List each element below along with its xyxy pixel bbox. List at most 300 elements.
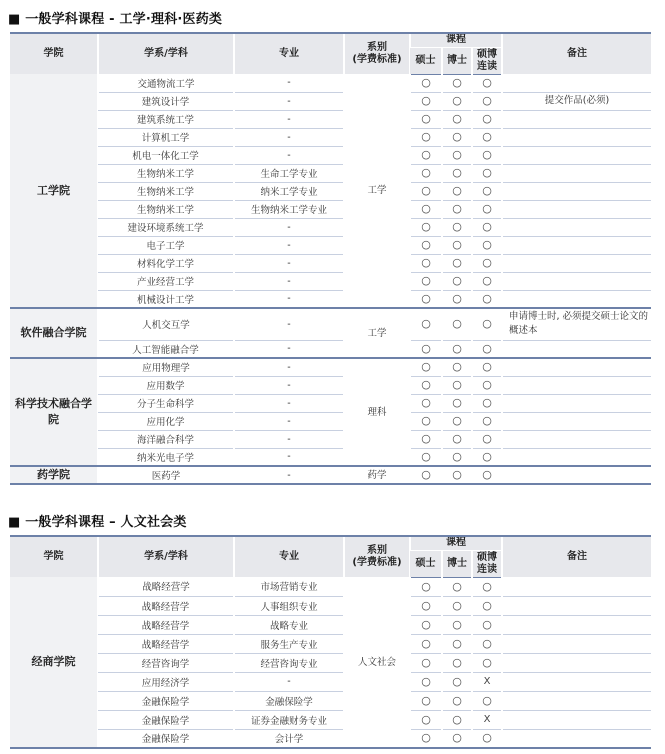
- table-row: [10, 308, 651, 340]
- category-cell: 理科: [344, 358, 410, 466]
- note-cell: [502, 128, 651, 146]
- table-row: [10, 376, 651, 394]
- phd-mark-cell: [442, 634, 472, 653]
- table-row: [10, 710, 651, 729]
- combined-mark: ○: [482, 468, 492, 481]
- master-mark-cell: [410, 466, 442, 484]
- major-cell: 金融保险学: [234, 691, 344, 710]
- combined-mark: ○: [482, 317, 492, 331]
- phd-mark: ○: [452, 360, 462, 374]
- master-mark-cell: [410, 340, 442, 358]
- major-cell: 市场营销专业: [234, 577, 344, 596]
- master-mark: ○: [421, 468, 431, 481]
- master-mark-cell: [410, 110, 442, 128]
- category-cell: 工学: [344, 308, 410, 358]
- master-mark: ○: [421, 617, 431, 631]
- table-row: [10, 254, 651, 272]
- dept-cell: 机电一体化工学: [98, 146, 234, 164]
- header-dept: 学系/学科: [98, 33, 234, 74]
- master-mark: ○: [421, 220, 431, 233]
- master-mark: ○: [421, 414, 431, 427]
- header-note: 备注: [502, 33, 651, 74]
- table-row: [10, 128, 651, 146]
- table-row: [10, 146, 651, 164]
- header-course: 课程: [410, 33, 502, 47]
- combined-mark-cell: [472, 110, 502, 128]
- note-cell: [502, 182, 651, 200]
- phd-mark: ○: [452, 617, 462, 631]
- master-mark-cell: [410, 218, 442, 236]
- combined-mark-cell: [472, 218, 502, 236]
- major-cell: -: [234, 290, 344, 308]
- major-cell: 服务生产专业: [234, 634, 344, 653]
- note-cell: [502, 466, 651, 484]
- master-mark: ○: [421, 378, 431, 391]
- phd-mark-cell: [442, 236, 472, 254]
- master-mark: ○: [421, 274, 431, 287]
- combined-mark: ○: [482, 130, 492, 143]
- master-mark-cell: [410, 128, 442, 146]
- table-row: [10, 272, 651, 290]
- phd-mark-cell: [442, 182, 472, 200]
- major-cell: -: [234, 672, 344, 691]
- combined-mark-cell: [472, 448, 502, 466]
- combined-mark: ○: [482, 432, 492, 445]
- note-cell: [502, 74, 651, 92]
- master-mark: ○: [421, 396, 431, 409]
- phd-mark: ○: [452, 291, 462, 305]
- note-cell: [502, 672, 651, 691]
- note-cell: [502, 236, 651, 254]
- combined-mark-cell: [472, 254, 502, 272]
- major-cell: 生命工学专业: [234, 164, 344, 182]
- phd-mark: ○: [452, 674, 462, 688]
- note-cell: [502, 412, 651, 430]
- note-cell: [502, 272, 651, 290]
- phd-mark: ○: [452, 112, 462, 125]
- major-cell: -: [234, 340, 344, 358]
- major-cell: -: [234, 430, 344, 448]
- phd-mark: ○: [452, 579, 462, 593]
- table-row: [10, 729, 651, 748]
- phd-mark-cell: [442, 340, 472, 358]
- combined-mark: ○: [482, 76, 492, 89]
- note-cell: [502, 146, 651, 164]
- master-mark: ○: [421, 693, 431, 707]
- master-mark: ○: [421, 256, 431, 269]
- phd-mark-cell: [442, 272, 472, 290]
- major-cell: -: [234, 272, 344, 290]
- phd-mark-cell: [442, 146, 472, 164]
- phd-mark: ○: [452, 148, 462, 161]
- master-mark-cell: [410, 376, 442, 394]
- phd-mark: ○: [452, 184, 462, 197]
- master-mark-cell: [410, 577, 442, 596]
- table-row: [10, 340, 651, 358]
- section2-table-body: [10, 577, 651, 748]
- phd-mark-cell: [442, 672, 472, 691]
- phd-mark: ○: [452, 655, 462, 669]
- table-row: [10, 164, 651, 182]
- dept-cell: 金融保险学: [98, 691, 234, 710]
- combined-mark-cell: [472, 146, 502, 164]
- phd-mark-cell: [442, 615, 472, 634]
- note-cell: 提交作品(必须): [502, 92, 651, 110]
- phd-mark-cell: [442, 430, 472, 448]
- section2-title: ■ 一般学科课程 – 人文社会类: [8, 515, 187, 530]
- dept-cell: 电子工学: [98, 236, 234, 254]
- master-mark: ○: [421, 202, 431, 215]
- phd-mark-cell: [442, 290, 472, 308]
- master-mark: ○: [421, 636, 431, 650]
- major-cell: -: [234, 358, 344, 376]
- phd-mark: ○: [452, 598, 462, 612]
- section1-table-header: [10, 33, 651, 74]
- note-cell: [502, 200, 651, 218]
- master-mark-cell: [410, 92, 442, 110]
- combined-mark-cell: [472, 92, 502, 110]
- dept-cell: 计算机工学: [98, 128, 234, 146]
- note-cell: [502, 376, 651, 394]
- dept-cell: 生物纳米工学: [98, 200, 234, 218]
- major-cell: 人事组织专业: [234, 596, 344, 615]
- major-cell: 经营咨询专业: [234, 653, 344, 672]
- phd-mark-cell: [442, 412, 472, 430]
- phd-mark: ○: [452, 130, 462, 143]
- combined-mark: ○: [482, 112, 492, 125]
- combined-mark-cell: [472, 653, 502, 672]
- master-mark-cell: [410, 290, 442, 308]
- major-cell: 证券金融财务专业: [234, 710, 344, 729]
- table-row: [10, 412, 651, 430]
- phd-mark-cell: [442, 128, 472, 146]
- major-cell: -: [234, 236, 344, 254]
- note-cell: [502, 394, 651, 412]
- header-category: 系别 (学费标准): [344, 536, 410, 577]
- combined-mark: X: [483, 713, 491, 725]
- combined-mark-cell: [472, 577, 502, 596]
- phd-mark: ○: [452, 468, 462, 481]
- master-mark: ○: [421, 712, 431, 726]
- combined-mark-cell: [472, 164, 502, 182]
- phd-mark: ○: [452, 432, 462, 445]
- table-row: [10, 74, 651, 92]
- major-cell: -: [234, 146, 344, 164]
- table-row: [10, 394, 651, 412]
- phd-mark-cell: [442, 710, 472, 729]
- phd-mark: ○: [452, 220, 462, 233]
- combined-mark: ○: [482, 94, 492, 107]
- major-cell: 纳米工学专业: [234, 182, 344, 200]
- combined-mark-cell: [472, 200, 502, 218]
- dept-cell: 战略经营学: [98, 615, 234, 634]
- dept-cell: 建筑系统工学: [98, 110, 234, 128]
- note-cell: [502, 448, 651, 466]
- note-cell: [502, 691, 651, 710]
- combined-mark: ○: [482, 184, 492, 197]
- master-mark: ○: [421, 432, 431, 445]
- phd-mark: ○: [452, 76, 462, 89]
- master-mark: ○: [421, 238, 431, 251]
- master-mark: ○: [421, 579, 431, 593]
- master-mark: ○: [421, 76, 431, 89]
- major-cell: -: [234, 448, 344, 466]
- combined-mark: X: [483, 675, 491, 687]
- combined-mark-cell: [472, 236, 502, 254]
- header-note: 备注: [502, 536, 651, 577]
- note-cell: [502, 290, 651, 308]
- header-college: 学院: [10, 536, 98, 577]
- phd-mark-cell: [442, 376, 472, 394]
- master-mark-cell: [410, 691, 442, 710]
- combined-mark: ○: [482, 202, 492, 215]
- master-mark-cell: [410, 236, 442, 254]
- header-combined: 硕博 连读: [472, 550, 502, 577]
- master-mark-cell: [410, 634, 442, 653]
- section2-table: [10, 535, 651, 749]
- combined-mark-cell: [472, 358, 502, 376]
- dept-cell: 机械设计工学: [98, 290, 234, 308]
- master-mark: ○: [421, 148, 431, 161]
- combined-mark-cell: [472, 272, 502, 290]
- master-mark-cell: [410, 596, 442, 615]
- master-mark-cell: [410, 729, 442, 748]
- table-row: [10, 691, 651, 710]
- phd-mark-cell: [442, 394, 472, 412]
- phd-mark-cell: [442, 110, 472, 128]
- master-mark: ○: [421, 674, 431, 688]
- note-cell: [502, 164, 651, 182]
- combined-mark-cell: [472, 308, 502, 340]
- dept-cell: 建设环境系统工学: [98, 218, 234, 236]
- note-cell: [502, 615, 651, 634]
- note-cell: 申请博士时, 必须提交硕士论文的概述本: [502, 308, 651, 340]
- dept-cell: 金融保险学: [98, 729, 234, 748]
- college-cell: 经商学院: [10, 577, 98, 748]
- section2-table-header: [10, 536, 651, 577]
- master-mark: ○: [421, 94, 431, 107]
- combined-mark: ○: [482, 693, 492, 707]
- phd-mark: ○: [452, 636, 462, 650]
- phd-mark: ○: [452, 414, 462, 427]
- note-cell: [502, 710, 651, 729]
- table-row: [10, 672, 651, 691]
- dept-cell: 应用经济学: [98, 672, 234, 691]
- dept-cell: 分子生命科学: [98, 394, 234, 412]
- header-category: 系别 (学费标准): [344, 33, 410, 74]
- major-cell: 生物纳米工学专业: [234, 200, 344, 218]
- phd-mark-cell: [442, 200, 472, 218]
- note-cell: [502, 596, 651, 615]
- combined-mark: ○: [482, 360, 492, 374]
- master-mark: ○: [421, 341, 431, 355]
- header-phd: 博士: [442, 550, 472, 577]
- master-mark-cell: [410, 412, 442, 430]
- major-cell: -: [234, 466, 344, 484]
- phd-mark: ○: [452, 731, 462, 745]
- dept-cell: 人机交互学: [98, 308, 234, 340]
- combined-mark-cell: [472, 672, 502, 691]
- combined-mark: ○: [482, 238, 492, 251]
- dept-cell: 材料化学工学: [98, 254, 234, 272]
- note-cell: [502, 430, 651, 448]
- master-mark-cell: [410, 74, 442, 92]
- phd-mark: ○: [452, 396, 462, 409]
- combined-mark: ○: [482, 166, 492, 179]
- phd-mark-cell: [442, 308, 472, 340]
- table-row: [10, 577, 651, 596]
- dept-cell: 战略经营学: [98, 596, 234, 615]
- header-combined: 硕博 连读: [472, 47, 502, 74]
- note-cell: [502, 577, 651, 596]
- dept-cell: 战略经营学: [98, 577, 234, 596]
- master-mark: ○: [421, 317, 431, 331]
- header-master: 硕士: [410, 550, 442, 577]
- master-mark-cell: [410, 448, 442, 466]
- dept-cell: 应用物理学: [98, 358, 234, 376]
- phd-mark-cell: [442, 729, 472, 748]
- major-cell: -: [234, 74, 344, 92]
- combined-mark-cell: [472, 710, 502, 729]
- dept-cell: 生物纳米工学: [98, 164, 234, 182]
- phd-mark-cell: [442, 691, 472, 710]
- combined-mark-cell: [472, 290, 502, 308]
- dept-cell: 海洋融合科学: [98, 430, 234, 448]
- category-cell: 人文社会: [344, 577, 410, 748]
- phd-mark: ○: [452, 317, 462, 331]
- section1-table-body: [10, 74, 651, 484]
- table-row: [10, 110, 651, 128]
- dept-cell: 生物纳米工学: [98, 182, 234, 200]
- combined-mark: ○: [482, 449, 492, 463]
- phd-mark-cell: [442, 653, 472, 672]
- table-row: [10, 448, 651, 466]
- note-cell: [502, 729, 651, 748]
- header-phd: 博士: [442, 47, 472, 74]
- master-mark: ○: [421, 360, 431, 374]
- major-cell: -: [234, 308, 344, 340]
- category-cell: 工学: [344, 74, 410, 308]
- phd-mark: ○: [452, 378, 462, 391]
- header-college: 学院: [10, 33, 98, 74]
- phd-mark: ○: [452, 166, 462, 179]
- phd-mark-cell: [442, 358, 472, 376]
- phd-mark-cell: [442, 596, 472, 615]
- combined-mark-cell: [472, 182, 502, 200]
- table-row: [10, 200, 651, 218]
- phd-mark: ○: [452, 274, 462, 287]
- master-mark: ○: [421, 184, 431, 197]
- phd-mark-cell: [442, 74, 472, 92]
- table-row: [10, 236, 651, 254]
- header-major: 专业: [234, 33, 344, 74]
- note-cell: [502, 110, 651, 128]
- table-row: [10, 182, 651, 200]
- note-cell: [502, 653, 651, 672]
- phd-mark-cell: [442, 254, 472, 272]
- combined-mark: ○: [482, 220, 492, 233]
- table-row: [10, 358, 651, 376]
- master-mark-cell: [410, 615, 442, 634]
- combined-mark-cell: [472, 376, 502, 394]
- combined-mark: ○: [482, 291, 492, 305]
- combined-mark: ○: [482, 148, 492, 161]
- table-row: [10, 92, 651, 110]
- combined-mark: ○: [482, 655, 492, 669]
- phd-mark: ○: [452, 449, 462, 463]
- major-cell: 战略专业: [234, 615, 344, 634]
- phd-mark-cell: [442, 577, 472, 596]
- dept-cell: 经营咨询学: [98, 653, 234, 672]
- combined-mark-cell: [472, 412, 502, 430]
- combined-mark-cell: [472, 340, 502, 358]
- dept-cell: 建筑设计学: [98, 92, 234, 110]
- table-row: [10, 290, 651, 308]
- combined-mark-cell: [472, 634, 502, 653]
- dept-cell: 人工智能融合学: [98, 340, 234, 358]
- dept-cell: 产业经营工学: [98, 272, 234, 290]
- combined-mark-cell: [472, 596, 502, 615]
- combined-mark: ○: [482, 341, 492, 355]
- major-cell: -: [234, 218, 344, 236]
- phd-mark-cell: [442, 448, 472, 466]
- master-mark-cell: [410, 182, 442, 200]
- master-mark-cell: [410, 653, 442, 672]
- college-cell: 药学院: [10, 466, 98, 484]
- phd-mark-cell: [442, 466, 472, 484]
- table-row: [10, 466, 651, 484]
- college-cell: 科学技术融合学院: [10, 358, 98, 466]
- table-row: [10, 653, 651, 672]
- master-mark: ○: [421, 112, 431, 125]
- combined-mark-cell: [472, 729, 502, 748]
- section1-title: ■ 一般学科课程 - 工学·理科·医药类: [8, 12, 223, 27]
- combined-mark-cell: [472, 128, 502, 146]
- note-cell: [502, 340, 651, 358]
- master-mark-cell: [410, 672, 442, 691]
- dept-cell: 纳米光电子学: [98, 448, 234, 466]
- master-mark: ○: [421, 731, 431, 745]
- combined-mark-cell: [472, 394, 502, 412]
- phd-mark-cell: [442, 92, 472, 110]
- note-cell: [502, 254, 651, 272]
- major-cell: -: [234, 254, 344, 272]
- combined-mark: ○: [482, 579, 492, 593]
- major-cell: -: [234, 92, 344, 110]
- master-mark: ○: [421, 449, 431, 463]
- combined-mark: ○: [482, 636, 492, 650]
- phd-mark: ○: [452, 256, 462, 269]
- master-mark-cell: [410, 146, 442, 164]
- master-mark-cell: [410, 254, 442, 272]
- combined-mark-cell: [472, 466, 502, 484]
- combined-mark: ○: [482, 598, 492, 612]
- note-cell: [502, 634, 651, 653]
- master-mark: ○: [421, 291, 431, 305]
- master-mark-cell: [410, 394, 442, 412]
- dept-cell: 交通物流工学: [98, 74, 234, 92]
- combined-mark: ○: [482, 256, 492, 269]
- phd-mark: ○: [452, 238, 462, 251]
- phd-mark-cell: [442, 164, 472, 182]
- header-course: 课程: [410, 536, 502, 550]
- phd-mark: ○: [452, 202, 462, 215]
- master-mark-cell: [410, 200, 442, 218]
- master-mark: ○: [421, 598, 431, 612]
- master-mark: ○: [421, 166, 431, 179]
- major-cell: -: [234, 376, 344, 394]
- header-dept: 学系/学科: [98, 536, 234, 577]
